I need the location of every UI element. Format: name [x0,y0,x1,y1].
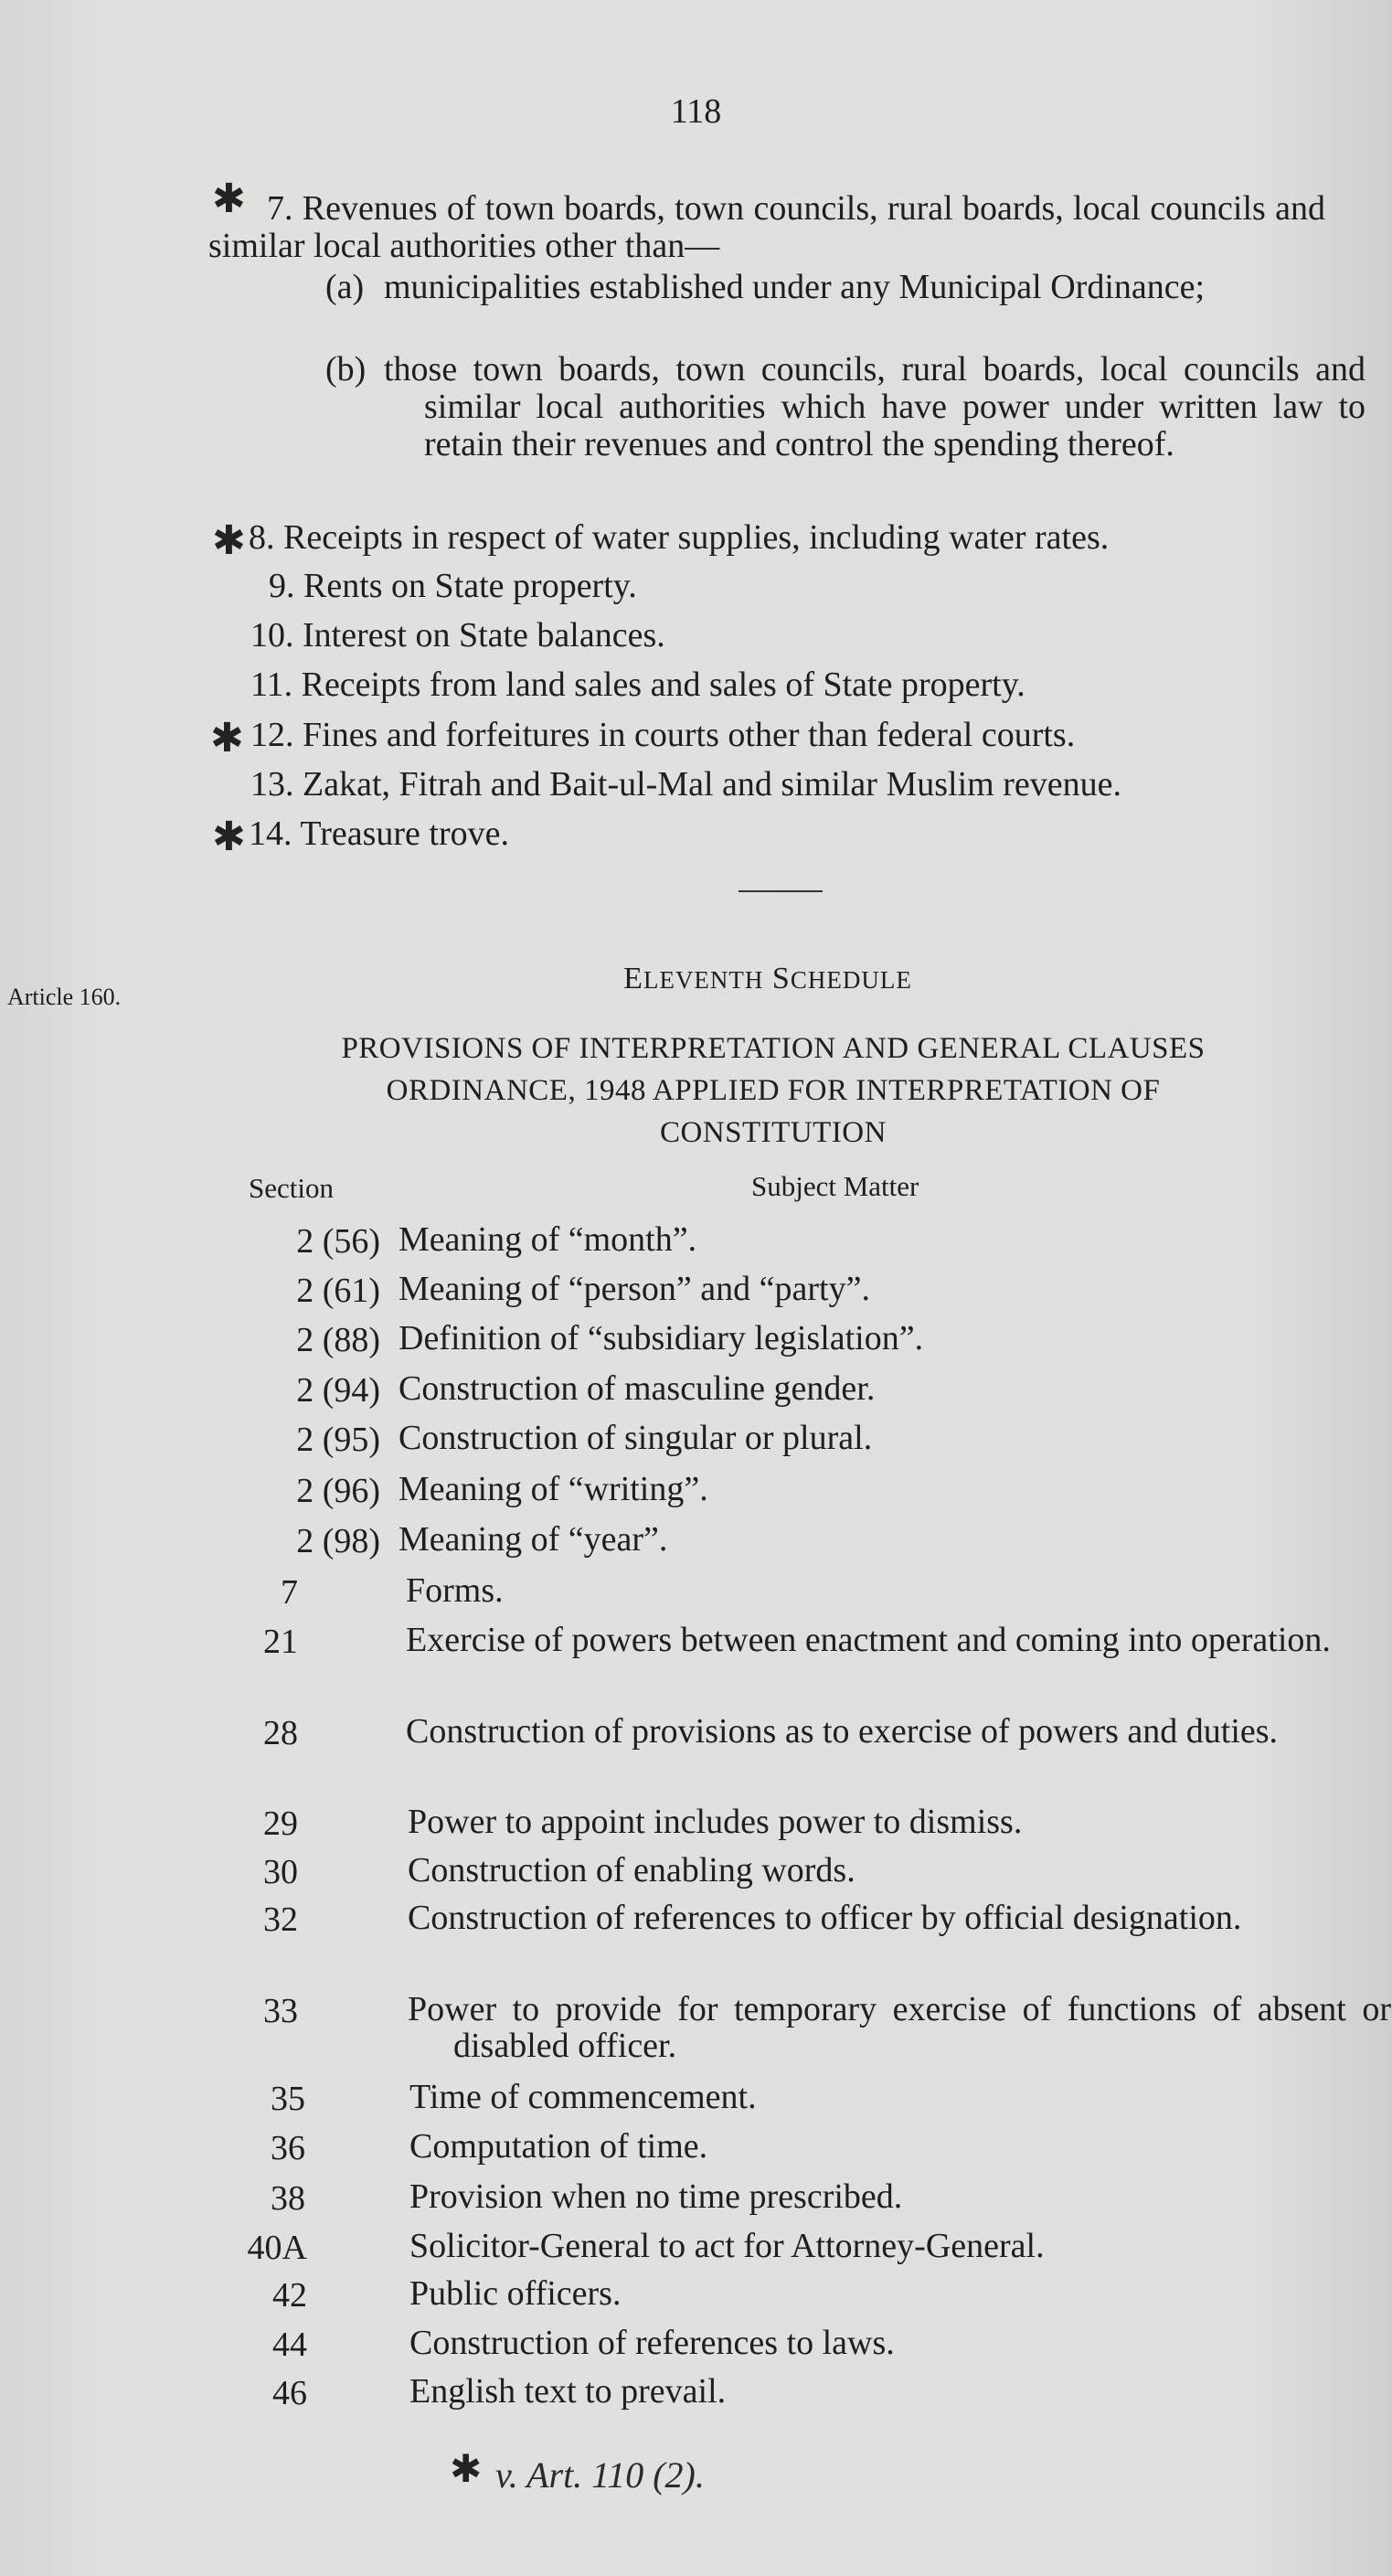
table-row-section: 32 [263,1900,298,1939]
table-row-section: 2 (95) [296,1421,380,1459]
list-item: municipalities established under any Municipal Ordinance; [384,268,1206,306]
list-item-label: (a) [325,268,365,306]
table-row-subject: Construction of references to laws. [409,2324,895,2362]
table-row-section: 33 [263,1992,298,2030]
margin-note: Article 160. [7,984,122,1010]
list-item: 10. Interest on State balances. [250,616,665,655]
table-row-section: 28 [263,1714,298,1752]
table-row-section: 21 [263,1623,298,1661]
asterisk-mark-icon: ✱ [210,715,244,761]
table-row-subject: Solicitor-General to act for Attorney-General. [409,2227,1045,2265]
list-item: 8. Receipts in respect of water supplies, including water rates. [249,518,1110,557]
list-item-label: (b) [325,350,367,389]
table-row-subject: Public officers. [409,2274,622,2313]
table-row-section: 40A [247,2229,307,2267]
table-row-section: 2 (56) [296,1222,380,1261]
table-row-subject: Definition of “subsidiary legislation”. [398,1319,924,1357]
table-row-subject: Construction of singular or plural. [398,1419,873,1457]
table-row-section: 30 [263,1853,298,1891]
table-row-subject: Power to appoint includes power to dismiss. [408,1803,1023,1841]
table-row-section: 2 (88) [296,1321,380,1359]
asterisk-mark-icon: ✱ [212,814,246,860]
handwritten-note: v. Art. 110 (2). [495,2454,705,2496]
table-row-section: 2 (96) [296,1472,380,1510]
table-row-subject: Computation of time. [409,2127,708,2166]
list-item: 14. Treasure trove. [249,814,509,853]
list-item: 12. Fines and forfeitures in courts other than federal courts. [250,716,1076,754]
column-header-section: Section [249,1172,334,1204]
asterisk-mark-icon: ✱ [450,2446,483,2491]
section-divider [739,890,823,892]
schedule-heading: ELEVENTH SCHEDULE [623,962,912,995]
table-row-subject: Power to provide for temporary exercise of functions of absent or disabled officer. [408,1990,1391,2065]
table-row-subject: Construction of references to officer by official designation. [408,1899,1242,1937]
asterisk-mark-icon: ✱ [212,517,246,564]
list-item: those town boards, town councils, rural boards, local councils and similar local authorities which have power under written law to retain their revenues and control the spending thereof. [384,350,1365,463]
table-row-subject: Meaning of “year”. [398,1520,668,1559]
column-header-subject: Subject Matter [751,1170,919,1202]
table-row-subject: English text to prevail. [409,2372,727,2411]
table-row-section: 29 [263,1804,298,1843]
table-row-section: 2 (98) [296,1522,380,1560]
table-row-section: 42 [272,2276,307,2315]
table-row-subject: Construction of masculine gender. [398,1369,876,1408]
list-item: 13. Zakat, Fitrah and Bait-ul-Mal and similar Muslim revenue. [250,765,1121,804]
table-row-section: 44 [272,2326,307,2364]
table-row-subject: Forms. [406,1571,504,1610]
asterisk-mark-icon: ✱ [212,176,246,222]
table-row-section: 2 (61) [296,1272,380,1310]
list-item: 11. Receipts from land sales and sales of State property. [250,665,1025,704]
table-row-section: 36 [271,2129,305,2167]
table-row-subject: Meaning of “person” and “party”. [398,1270,870,1308]
table-row-subject: Construction of enabling words. [408,1851,855,1889]
table-row-subject: Time of commencement. [409,2078,757,2116]
table-row-subject: Meaning of “writing”. [398,1470,708,1508]
list-item: 9. Rents on State property. [269,567,637,605]
table-row-subject: Provision when no time prescribed. [409,2177,903,2216]
table-row-subject: Exercise of powers between enactment and coming into operation. [406,1621,1331,1659]
table-row-subject: Meaning of “month”. [398,1220,697,1259]
table-row-section: 35 [271,2080,305,2118]
schedule-title: PROVISIONS OF INTERPRETATION AND GENERAL CLAUSES ORDINANCE, 1948 APPLIED FOR INTERPRETATION OF CONSTITUTION [341,1032,1206,1149]
list-item: 7. Revenues of town boards, town councils, rural boards, local councils and similar local authorities other than— [208,189,1325,265]
table-row-section: 7 [281,1573,298,1612]
page-number: 118 [670,92,722,131]
table-row-section: 2 (94) [296,1371,380,1410]
table-row-subject: Construction of provisions as to exercise of powers and duties. [406,1712,1279,1751]
table-row-section: 38 [271,2179,305,2218]
table-row-section: 46 [272,2374,307,2412]
